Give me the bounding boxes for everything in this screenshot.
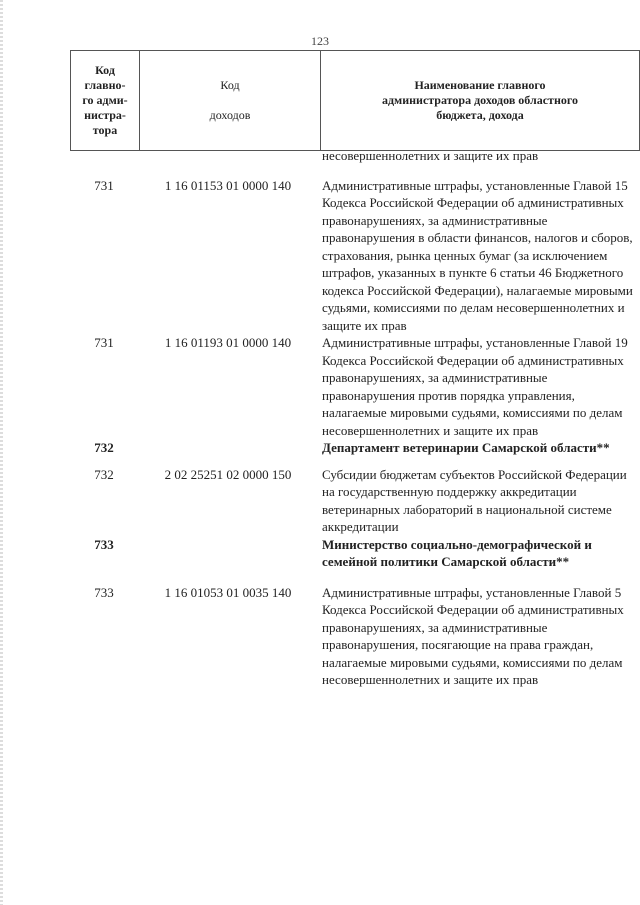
header-name: Наименование главного администратора доходов областного бюджета, дохода xyxy=(321,51,640,151)
income-code-cell xyxy=(138,147,318,165)
admin-name-cell: Департамент ветеринарии Самарской области** xyxy=(322,440,610,455)
header-income-code: Код доходов xyxy=(140,51,321,151)
page-number: 123 xyxy=(311,34,329,48)
income-code-cell: 1 16 01053 01 0035 140 xyxy=(164,584,292,600)
name-cell: Административные штрафы, установленные Главой 19 Кодекса Российской Федерации об административных правонарушениях, за административные правонарушения против порядка управления, налагаемые мировыми судьями, комиссиями по делам несовершеннолетних и защите их прав xyxy=(322,335,628,438)
table-body xyxy=(70,147,640,689)
table-row-continuation xyxy=(70,147,640,165)
admin-code-cell: 731 xyxy=(94,177,114,193)
table-row-admin-heading xyxy=(70,439,640,457)
name-cell: Административные штрафы, установленные Главой 5 Кодекса Российской Федерации об административных правонарушениях, за административные правонарушения, посягающие на права граждан, налагаемые мировыми судьями, комиссиями по делам несовершеннолетних и защите их прав xyxy=(322,584,624,687)
admin-code-cell: 733 xyxy=(94,584,114,600)
income-code-cell: 2 02 25251 02 0000 150 xyxy=(164,466,292,482)
admin-code-cell xyxy=(70,147,138,165)
table-row xyxy=(70,334,640,439)
name-cell: Административные штрафы, установленные Главой 15 Кодекса Российской Федерации об административных правонарушениях, за административные правонарушения в области финансов, налогов и сборов, страхования, рынка ценных бумаг (за исключением штрафов, указанных в пункте 6 статьи 46 Бюджетного кодекса Российской Федерации), налагаемые мировыми судьями, комиссиями по делам несовершеннолетних и защите их прав xyxy=(322,177,633,333)
table-row xyxy=(70,177,640,335)
admin-code-cell: 733 xyxy=(94,536,114,552)
name-cell: несовершеннолетних и защите их прав xyxy=(322,148,539,163)
admin-code-cell: 732 xyxy=(94,440,114,455)
table-row xyxy=(70,584,640,689)
admin-code-cell: 732 xyxy=(94,466,114,482)
table-row-admin-heading xyxy=(70,536,640,571)
table-row xyxy=(70,466,640,536)
table-header xyxy=(70,50,640,151)
header-admin-code: Код главно- го адми- нистра- тора xyxy=(71,51,140,151)
income-code-cell xyxy=(138,439,318,457)
admin-code-cell: 731 xyxy=(94,335,114,350)
admin-name-cell: Министерство социально-демографической и семейной политики Самарской области** xyxy=(322,536,592,569)
name-cell: Субсидии бюджетам субъектов Российской Федерации на государственную поддержку аккредитации ветеринарных лабораторий в национальной системе аккредитации xyxy=(322,466,627,534)
income-code-cell: 1 16 01153 01 0000 140 xyxy=(164,177,292,193)
income-code-cell xyxy=(138,536,318,571)
scan-edge xyxy=(0,0,3,905)
income-code-cell: 1 16 01193 01 0000 140 xyxy=(164,335,292,350)
